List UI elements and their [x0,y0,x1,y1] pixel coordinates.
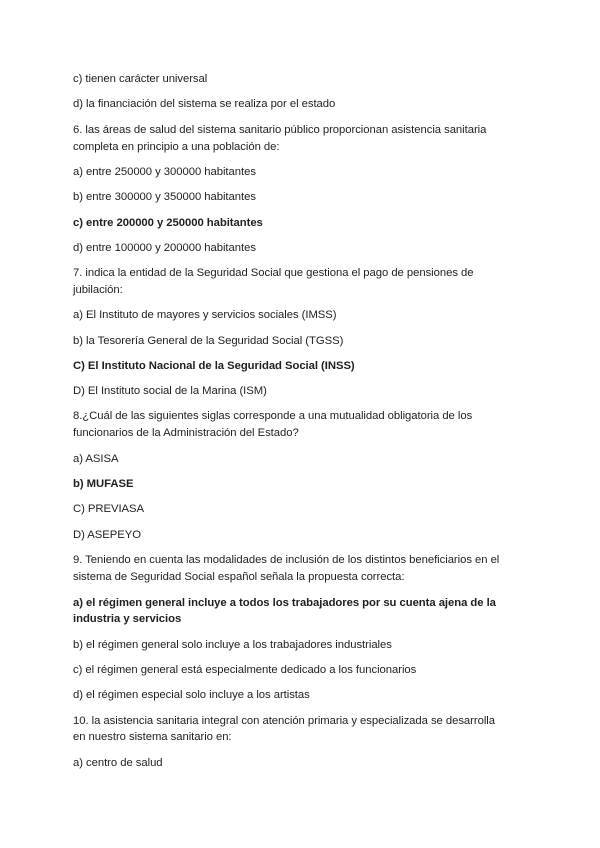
answer-b-q9: b) el régimen general solo incluye a los trabajadores industriales [73,639,392,651]
answer-a-q8: a) ASISA [73,453,119,465]
answer-d-q7: D) El Instituto social de la Marina (ISM) [73,385,267,397]
question-6-line-1: 6. las áreas de salud del sistema sanitario público proporcionan asistencia sanitaria [73,124,487,136]
question-7-line-2: jubilación: [73,284,123,296]
question-7-line-1: 7. indica la entidad de la Seguridad Social que gestiona el pago de pensiones de [73,267,474,279]
answer-c-q7-correct: C) El Instituto Nacional de la Seguridad Social (INSS) [73,360,355,372]
answer-c-q6-correct: c) entre 200000 y 250000 habitantes [73,217,263,229]
answer-a-q7: a) El Instituto de mayores y servicios sociales (IMSS) [73,309,337,321]
answer-a-q9-correct-line-2: industria y servicios [73,613,182,625]
answer-b-q8-correct: b) MUFASE [73,478,134,490]
answer-a-q10: a) centro de salud [73,757,163,769]
question-6-line-2: completa en principio a una población de: [73,141,280,153]
answer-c-q8: C) PREVIASA [73,503,145,515]
question-8-line-2: funcionarios de la Administración del Estado? [73,427,299,439]
answer-b-q7: b) la Tesorería General de la Seguridad Social (TGSS) [73,335,344,347]
question-8-line-1: 8.¿Cuál de las siguientes siglas corresponde a una mutualidad obligatoria de los [73,410,473,422]
answer-c-q5: c) tienen carácter universal [73,73,208,85]
answer-d-q5: d) la financiación del sistema se realiza por el estado [73,98,336,110]
answer-d-q8: D) ASEPEYO [73,529,141,541]
answer-a-q9-correct-line-1: a) el régimen general incluye a todos los trabajadores por su cuenta ajena de la [73,597,496,609]
answer-a-q6: a) entre 250000 y 300000 habitantes [73,166,256,178]
question-9-line-2: sistema de Seguridad Social español señala la propuesta correcta: [73,571,405,583]
answer-b-q6: b) entre 300000 y 350000 habitantes [73,191,256,203]
answer-d-q6: d) entre 100000 y 200000 habitantes [73,242,256,254]
answer-c-q9: c) el régimen general está especialmente dedicado a los funcionarios [73,664,417,676]
question-10-line-2: en nuestro sistema sanitario en: [73,731,232,743]
question-9-line-1: 9. Teniendo en cuenta las modalidades de inclusión de los distintos beneficiarios en el [73,554,500,566]
answer-d-q9: d) el régimen especial solo incluye a los artistas [73,689,310,701]
question-10-line-1: 10. la asistencia sanitaria integral con atención primaria y especializada se desarrolla [73,715,495,727]
